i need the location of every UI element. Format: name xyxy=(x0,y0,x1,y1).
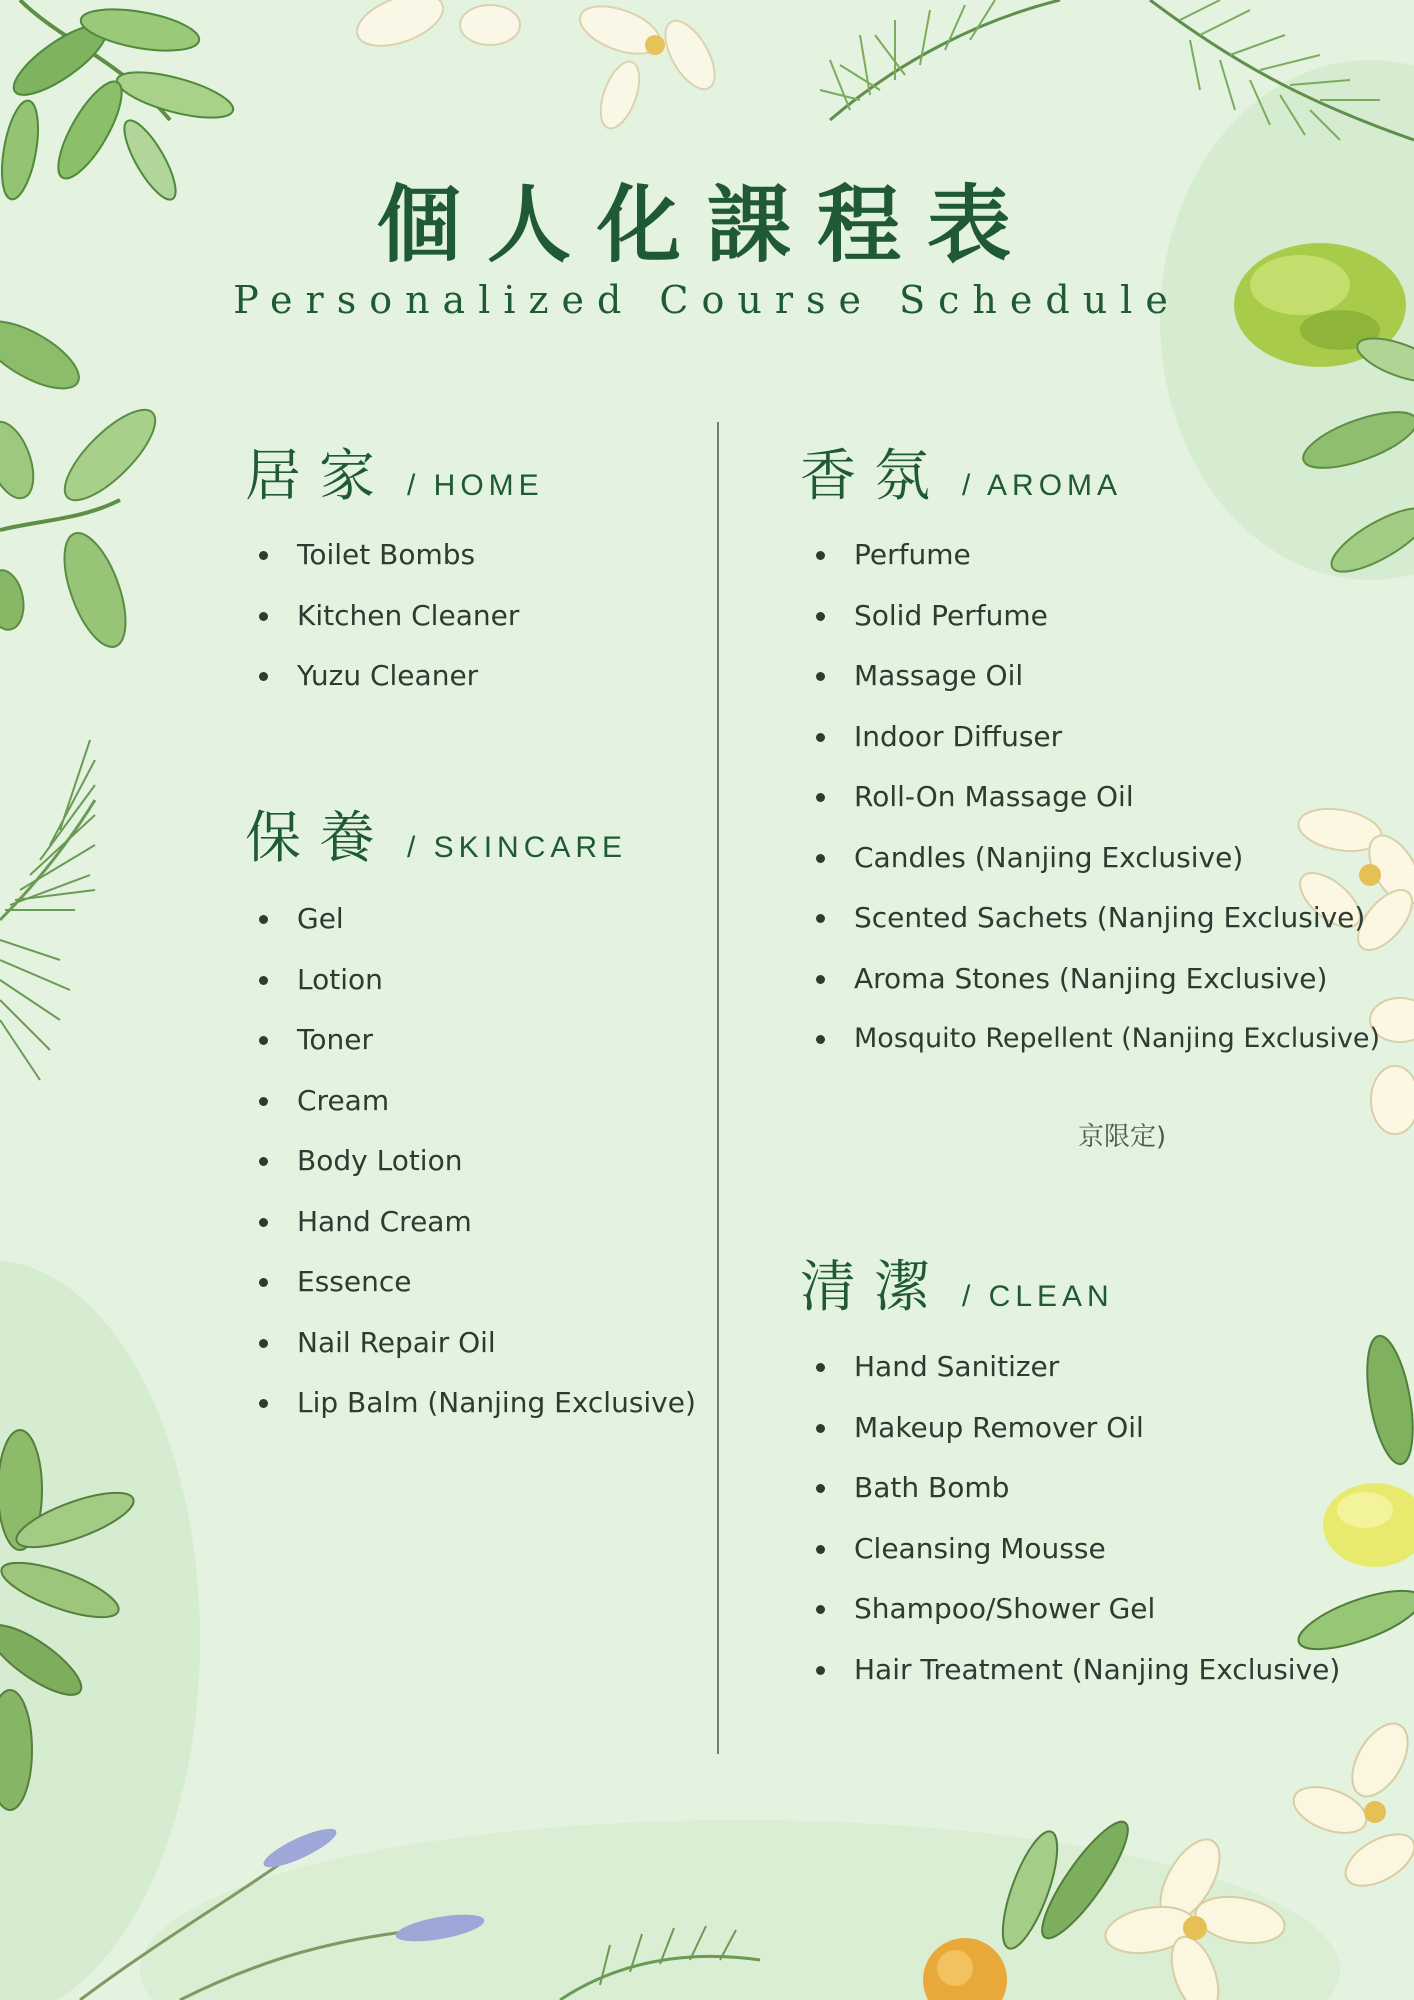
list-item: Bath Bomb xyxy=(810,1458,1340,1519)
section-heading-home xyxy=(245,432,544,512)
list-item: Hand Sanitizer xyxy=(810,1337,1340,1398)
list-item: Aroma Stones (Nanjing Exclusive) xyxy=(810,949,1380,1010)
list-item: Toilet Bombs xyxy=(253,525,519,586)
item-list-skincare xyxy=(253,889,696,1434)
list-item: Lotion xyxy=(253,950,696,1011)
list-item: Hand Cream xyxy=(253,1192,696,1253)
section-heading-aroma xyxy=(800,432,1122,512)
orange-fruit-icon xyxy=(923,1938,1007,2000)
page-title-english: Personalized Course Schedule xyxy=(233,278,1181,322)
section-heading-en: / SKINCARE xyxy=(407,831,628,864)
list-item: Body Lotion xyxy=(253,1131,696,1192)
list-item: Nail Repair Oil xyxy=(253,1313,696,1374)
lavender-sprig-icon xyxy=(80,1822,486,2000)
list-item: Makeup Remover Oil xyxy=(810,1398,1340,1459)
pine-branch-icon xyxy=(0,740,95,1080)
text-fragment: 京限定) xyxy=(1078,1122,1167,1152)
section-heading-zh: 清潔 xyxy=(800,1255,948,1320)
section-heading-zh: 香氛 xyxy=(800,444,948,509)
list-item: Shampoo/Shower Gel xyxy=(810,1579,1340,1640)
section-heading-en: / CLEAN xyxy=(962,1280,1114,1313)
section-heading-en: / AROMA xyxy=(962,469,1123,502)
list-item: Massage Oil xyxy=(810,646,1380,707)
list-item: Indoor Diffuser xyxy=(810,707,1380,768)
section-heading-skincare xyxy=(245,794,627,874)
list-item: Kitchen Cleaner xyxy=(253,586,519,647)
flower-icon xyxy=(1102,1714,1414,2000)
pine-branch-icon xyxy=(820,0,1414,140)
list-item: Essence xyxy=(253,1252,696,1313)
list-item: Gel xyxy=(253,889,696,950)
list-item: Scented Sachets (Nanjing Exclusive) xyxy=(810,888,1380,949)
list-item: Cream xyxy=(253,1071,696,1132)
section-heading-en: / HOME xyxy=(407,469,544,502)
list-item: Perfume xyxy=(810,525,1380,586)
list-item: Solid Perfume xyxy=(810,586,1380,647)
section-heading-zh: 保養 xyxy=(245,806,393,871)
section-heading-zh: 居家 xyxy=(245,444,393,509)
pine-branch-icon xyxy=(560,1926,760,2000)
list-item: Roll-On Massage Oil xyxy=(810,767,1380,828)
list-item: Mosquito Repellent (Nanjing Exclusive) xyxy=(810,1009,1380,1070)
leaf-cluster-icon xyxy=(0,308,168,654)
list-item: Cleansing Mousse xyxy=(810,1519,1340,1580)
item-list-home xyxy=(253,525,519,707)
list-item: Candles (Nanjing Exclusive) xyxy=(810,828,1380,889)
column-divider xyxy=(717,422,719,1754)
list-item: Yuzu Cleaner xyxy=(253,646,519,707)
flower-icon xyxy=(350,0,724,133)
section-heading-clean xyxy=(800,1243,1114,1323)
list-item: Lip Balm (Nanjing Exclusive) xyxy=(253,1373,696,1434)
page-title-chinese: 個人化課程表 xyxy=(376,175,1037,274)
list-item: Toner xyxy=(253,1010,696,1071)
item-list-aroma xyxy=(810,525,1380,1070)
leaf-cluster-icon xyxy=(0,1430,139,1810)
list-item: Hair Treatment (Nanjing Exclusive) xyxy=(810,1640,1340,1701)
item-list-clean xyxy=(810,1337,1340,1700)
